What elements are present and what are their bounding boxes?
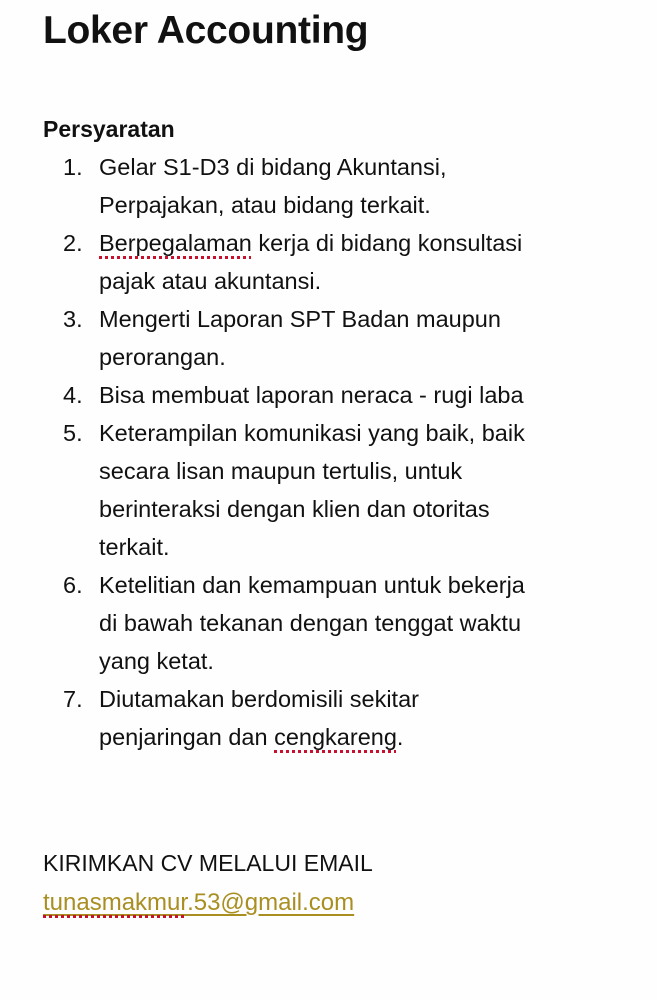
- requirement-text: .: [396, 724, 404, 750]
- requirement-item-2: [43, 224, 657, 300]
- requirements-list: [43, 148, 657, 756]
- requirement-line: yang ketat.: [99, 648, 214, 674]
- requirement-line: Ketelitian dan kemampuan untuk bekerja: [99, 572, 525, 598]
- email-domain: .53@gmail.com: [187, 889, 355, 916]
- requirement-item-5: [43, 414, 657, 566]
- misspelled-word: tunasmakmur: [43, 889, 188, 916]
- misspelled-word[interactable]: Berpegalaman: [99, 230, 252, 256]
- misspelled-word[interactable]: cengkareng: [274, 724, 397, 750]
- requirement-line: Keterampilan komunikasi yang baik, baik: [99, 420, 525, 446]
- requirement-line: Gelar S1-D3 di bidang Akuntansi,: [99, 154, 447, 180]
- requirement-line: Bisa membuat laporan neraca - rugi laba: [99, 382, 524, 408]
- requirement-line: Perpajakan, atau bidang terkait.: [99, 192, 431, 218]
- requirement-line: perorangan.: [99, 344, 226, 370]
- requirement-item-7: [43, 680, 657, 756]
- email-link[interactable]: [43, 886, 354, 920]
- requirement-line: [99, 718, 657, 756]
- requirement-line: [99, 224, 657, 262]
- requirement-item-6: [43, 566, 657, 680]
- send-cv-instruction: KIRIMKAN CV MELALUI EMAIL: [43, 850, 373, 876]
- requirement-item-4: [43, 376, 657, 414]
- list-number: 7.: [63, 686, 83, 712]
- list-number: 5.: [63, 420, 83, 446]
- list-number: 2.: [63, 230, 83, 256]
- requirement-line: Diutamakan berdomisili sekitar: [99, 686, 419, 712]
- requirement-line: di bawah tekanan dengan tenggat waktu: [99, 610, 522, 636]
- requirement-line: Mengerti Laporan SPT Badan maupun: [99, 306, 501, 332]
- list-number: 3.: [63, 306, 83, 332]
- requirement-text: penjaringan dan: [99, 724, 275, 750]
- requirement-item-1: [43, 148, 657, 224]
- page-title: Loker Accounting: [43, 9, 369, 52]
- list-number: 6.: [63, 572, 83, 598]
- list-number: 4.: [63, 382, 83, 408]
- requirement-line: pajak atau akuntansi.: [99, 268, 322, 294]
- list-number: 1.: [63, 154, 83, 180]
- requirement-line: berinteraksi dengan klien dan otoritas: [99, 496, 490, 522]
- requirement-line: terkait.: [99, 534, 170, 560]
- requirement-item-3: [43, 300, 657, 376]
- requirements-heading: Persyaratan: [43, 116, 175, 142]
- requirement-line: secara lisan maupun tertulis, untuk: [99, 458, 463, 484]
- requirement-text: kerja di bidang konsultasi: [251, 230, 523, 256]
